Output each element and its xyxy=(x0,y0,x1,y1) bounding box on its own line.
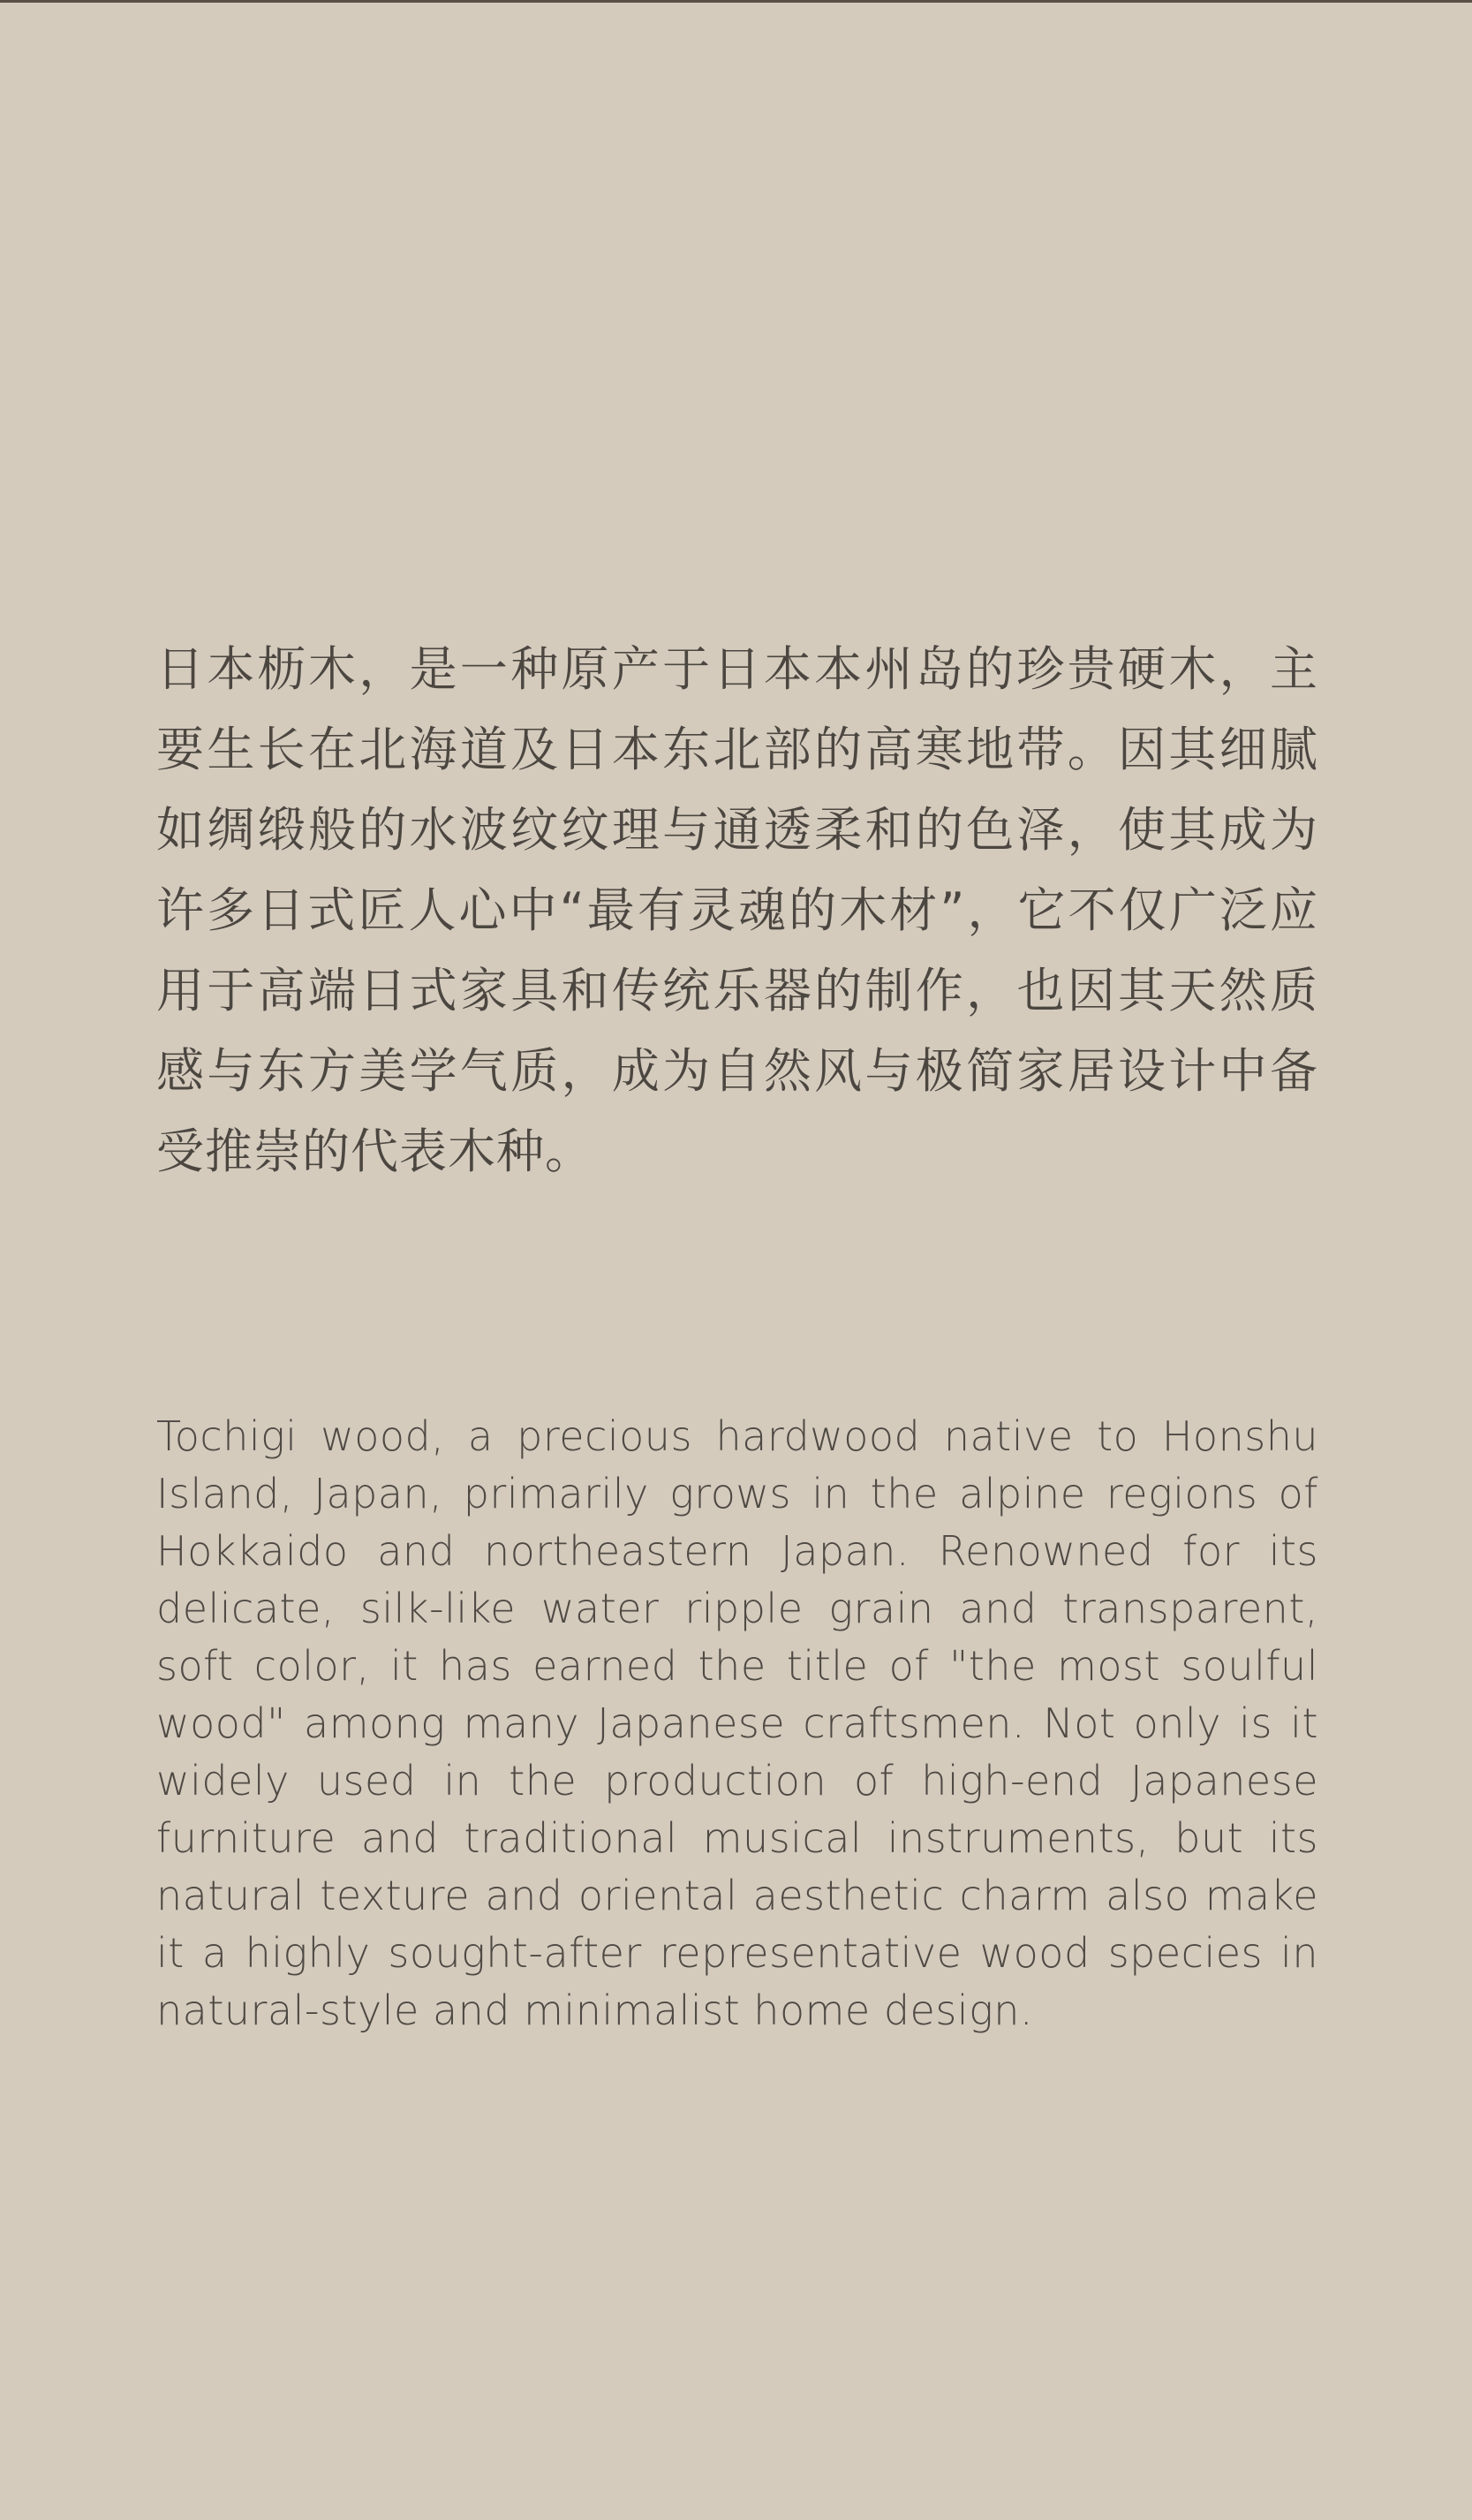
chinese-description-paragraph: 日本枥木，是一种原产于日本本州岛的珍贵硬木，主要生长在北海道及日本东北部的高寒地带。因其细腻如绸缎般的水波纹纹理与通透柔和的色泽，使其成为许多日式匠人心中“最有灵魂的木材”，它不仅广泛应用于高端日式家具和传统乐器的制作，也因其天然质感与东方美学气质，成为自然风与极简家居设计中备受推崇的代表木种。 xyxy=(156,641,1318,1179)
english-description-paragraph: Tochigi wood, a precious hardwood native to Honshu Island, Japan, primarily grows in the alpine regions of Hokkaido and northeastern Japan. Renowned for its delicate, silk-like water ripple grain and transparent, soft color, it has earned the title of "the most soulful wood" among many Japanese craftsmen. Not only is it widely used in the production of high-end Japanese furniture and traditional musical instruments, but its natural texture and oriental aesthetic charm also make it a highly sought-after representative wood species in natural-style and minimalist home design. xyxy=(156,1412,1318,2034)
top-edge-divider xyxy=(0,0,1472,3)
